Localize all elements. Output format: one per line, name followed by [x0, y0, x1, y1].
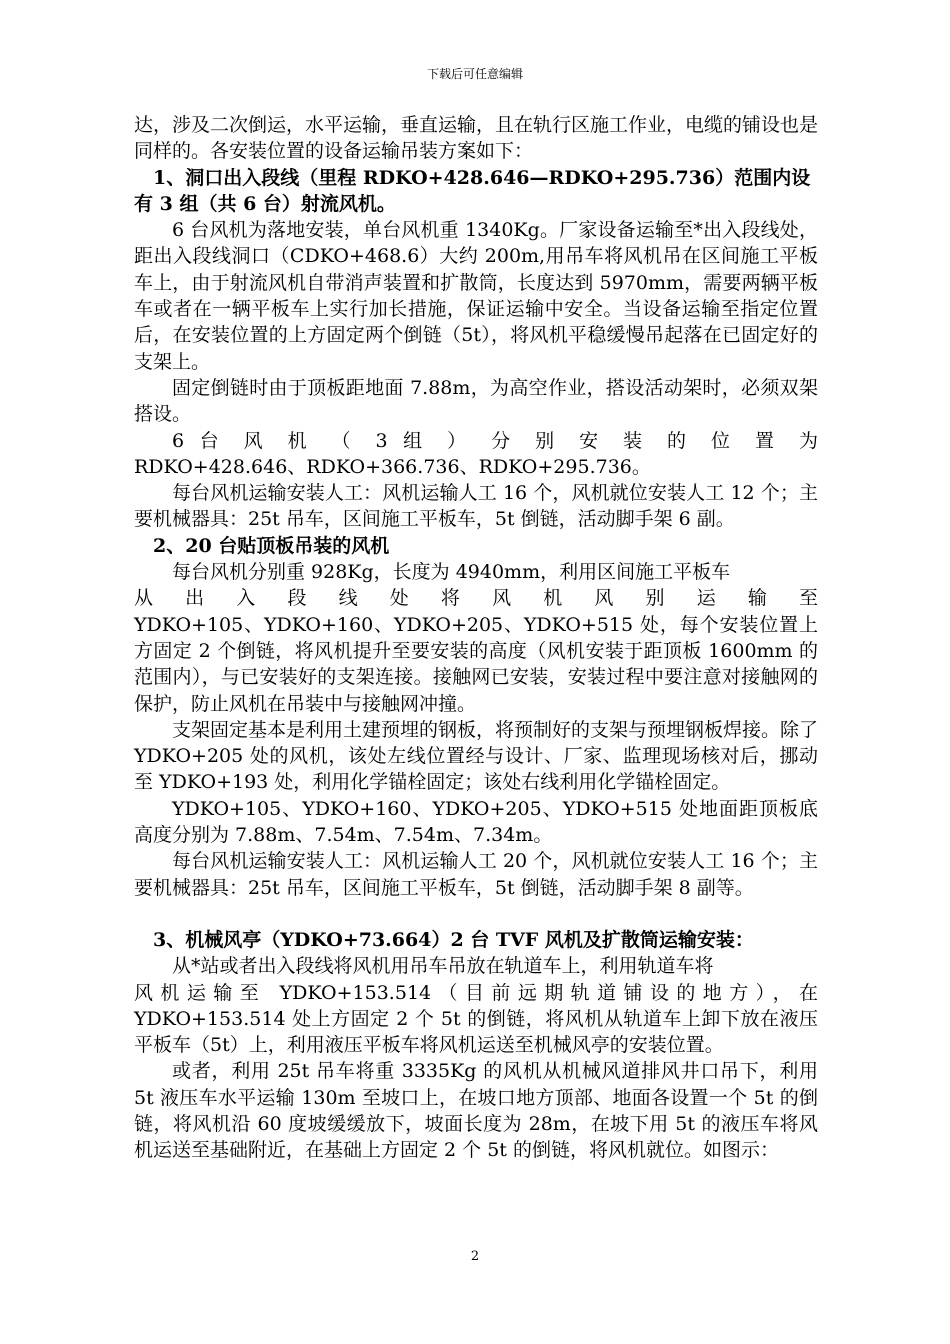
- blank-line: [134, 901, 818, 927]
- section-heading-3: 3、机械风亭（YDKO+73.664）2 台 TVF 风机及扩散筒运输安装：: [153, 928, 754, 951]
- paragraph: YDKO+153.514 处上方固定 2 个 5t 的倒链，将风机从轨道车上卸下放在液压平板车（5t）上，利用液压平板车将风机运送至机械风亭的安装位置。: [134, 1007, 818, 1057]
- paragraph: 每台风机运输安装人工：风机运输人工 16 个，风机就位安装人工 12 个；主要机械器具：25t 吊车，区间施工平板车，5t 倒链，活动脚手架 6 副。: [134, 482, 818, 531]
- section-heading-2: 2、20 台贴顶板吊装的风机: [153, 534, 390, 557]
- paragraph: 达，涉及二次倒运，水平运输，垂直运输，且在轨行区施工作业，电缆的铺设也是同样的。各安装位置的设备运输吊装方案如下：: [134, 114, 819, 163]
- paragraph-line: 6 台 风 机 （ 3 组 ） 分 别 安 装 的 位 置 为: [172, 429, 818, 452]
- paragraph: 或者，利用 25t 吊车将重 3335Kg 的风机从机械风道排风井口吊下，利用 5t 液压车水平运输 130m 至坡口上，在坡口地方顶部、地面各设置一个 5t 的倒链，将风机沿 60 度坡缓缓放下，坡面长度为 28m，在坡下用 5t 的液压车将风机运送至基础附近，在基础上方固定 2 个 5t 的倒链，将风机就位。如图示：: [134, 1060, 818, 1162]
- page-number: 2: [470, 1249, 480, 1264]
- paragraph: YDKO+105、YDKO+160、YDKO+205、YDKO+515 处，每个安装位置上方固定 2 个倒链，将风机提升至要安装的高度（风机安装于距顶板 1600mm 的范围内），与已安装好的支架连接。接触网已安装，安装过程中要注意对接触网的保护，防止风机在吊装中与接触网冲撞。: [134, 613, 818, 715]
- paragraph: YDKO+105、YDKO+160、YDKO+205、YDKO+515 处地面距顶板底高度分别为 7.88m、7.54m、7.54m、7.34m。: [134, 797, 818, 847]
- paragraph: 支架固定基本是利用土建预埋的钢板，将预制好的支架与预埋钢板焊接。除了 YDKO+205 处的风机，该处左线位置经与设计、厂家、监理现场核对后，挪动至 YDKO+193 处，利用化学锚栓固定；该处右线利用化学锚栓固定。: [134, 718, 819, 794]
- paragraph-line: 风机运输至 YDKO+153.514（目前远期轨道铺设的地方），在: [134, 981, 818, 1004]
- paragraph: 固定倒链时由于顶板距地面 7.88m，为高空作业，搭设活动架时，必须双架搭设。: [134, 376, 818, 426]
- section-heading-1: 1、洞口出入段线（里程 RDKO+428.646—RDKO+295.736）范围内设有 3 组（共 6 台）射流风机。: [134, 166, 811, 215]
- document-body: [134, 112, 818, 1164]
- paragraph-line: 从 出 入 段 线 处 将 风 机 风 别 运 输 至: [134, 587, 818, 610]
- paragraph: 6 台风机为落地安装，单台风机重 1340Kg。厂家设备运输至*出入段线处，距出入段线洞口（CDKO+468.6）大约 200m,用吊车将风机吊在区间施工平板车上，由于射流风机自带消声装置和扩散筒，长度达到 5970mm，需要两辆平板车或者在一辆平板车上实行加长措施，保证运输中安全。当设备运输至指定位置后，在安装位置的上方固定两个倒链（5t），将风机平稳缓慢吊起落在已固定好的支架上。: [134, 219, 818, 373]
- page-header: 下载后可任意编辑: [426, 67, 523, 81]
- paragraph-line: 从*站或者出入段线将风机用吊车吊放在轨道车上，利用轨道车将: [172, 955, 714, 978]
- paragraph: 每台风机运输安装人工：风机运输人工 20 个，风机就位安装人工 16 个；主要机械器具：25t 吊车，区间施工平板车，5t 倒链，活动脚手架 8 副等。: [134, 850, 818, 899]
- paragraph-line: 每台风机分别重 928Kg，长度为 4940mm，利用区间施工平板车: [172, 561, 731, 584]
- paragraph-line: RDKO+428.646、RDKO+366.736、RDKO+295.736。: [134, 455, 651, 478]
